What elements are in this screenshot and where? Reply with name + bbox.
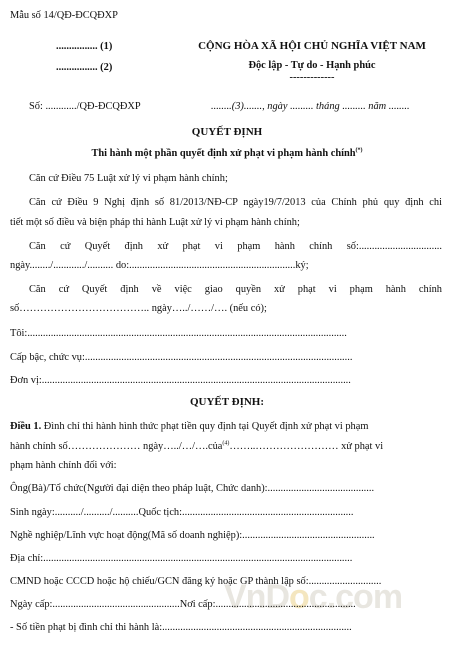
motto-rule: ------------- <box>289 72 335 83</box>
subject-id-number: CMND hoặc CCCD hoặc hộ chiếu/GCN đăng ký hoặc GP thành lập số:............................ <box>10 576 382 587</box>
org-line-1: ................ (1) <box>56 41 113 52</box>
basis-line-2b: tiết một số điều và biện pháp thi hành Luật xử lý vi phạm hành chính; <box>10 217 300 228</box>
form-code: Mẫu số 14/QĐ-ĐCQĐXP <box>10 10 118 21</box>
article-1-line-3: phạm hành chính đối với: <box>10 460 117 471</box>
national-title: CỘNG HÒA XÃ HỘI CHỦ NGHĨA VIỆT NAM <box>198 40 426 52</box>
decide-heading: QUYẾT ĐỊNH: <box>189 396 265 408</box>
basis-line-2a: Căn cứ Điều 9 Nghị định số 81/2013/NĐ-CP ngày19/7/2013 của Chính phủ quy định chi <box>29 197 442 208</box>
document-title: QUYẾT ĐỊNH <box>191 126 263 138</box>
basis-line-3a: Căn cứ Quyết định xử phạt vi phạm hành chính số:................................ <box>29 241 442 252</box>
decision-number: Số: ............/QĐ-ĐCQĐXP <box>29 101 141 112</box>
basis-line-1: Căn cứ Điều 75 Luật xử lý vi phạm hành chính; <box>29 173 228 184</box>
article-1-line-1: Điều 1. Đình chỉ thi hành hình thức phạt tiền quy định tại Quyết định xử phạt vi phạm <box>10 421 369 432</box>
document-subtitle: Thi hành một phần quyết định xử phạt vi phạm hành chính(*) <box>91 147 363 159</box>
basis-line-3b: ngày......../............/.......... do:................................................................ký; <box>10 260 309 271</box>
subject-birthdate: Sinh ngày:........../........../..........Quốc tịch:.................................................................. <box>10 507 354 518</box>
basis-line-4a: Căn cứ Quyết định về việc giao quyền xử phạt vi phạm hành chính <box>29 284 442 295</box>
subject-address: Địa chỉ:....................................................................................................................... <box>10 553 353 564</box>
officer-rank: Cấp bậc, chức vụ:....................................................................................................... <box>10 352 353 363</box>
suspended-fine-amount: - Số tiền phạt bị đình chỉ thi hành là:......................................................................... <box>10 622 352 633</box>
article-1-line-2: hành chính số………………… ngày…../…/….của$^{(4)}$……..…………………… xử phạt vi <box>10 440 384 452</box>
officer-name: Tôi:........................................................................................................................... <box>10 328 347 339</box>
place-date: ........(3)......., ngày ......... tháng ......... năm ........ <box>211 101 410 112</box>
subject-id-issue: Ngày cấp:.................................................Nơi cấp:...................................................... <box>10 599 356 610</box>
org-line-2: ................ (2) <box>56 62 113 73</box>
subject-occupation: Nghề nghiệp/Lĩnh vực hoạt động(Mã số doanh nghiệp):................................................... <box>10 530 375 541</box>
watermark-logo: VnDoc.com <box>224 578 403 616</box>
subject-name: Ông(Bà)/Tổ chức(Người đại diện theo pháp luật, Chức danh):......................................... <box>10 483 375 494</box>
officer-unit: Đơn vị:....................................................................................................................... <box>10 375 351 386</box>
motto: Độc lập - Tự do - Hạnh phúc <box>248 60 376 71</box>
basis-line-4b: số……………………………….. ngày…../……/…. (nếu có); <box>10 303 267 314</box>
